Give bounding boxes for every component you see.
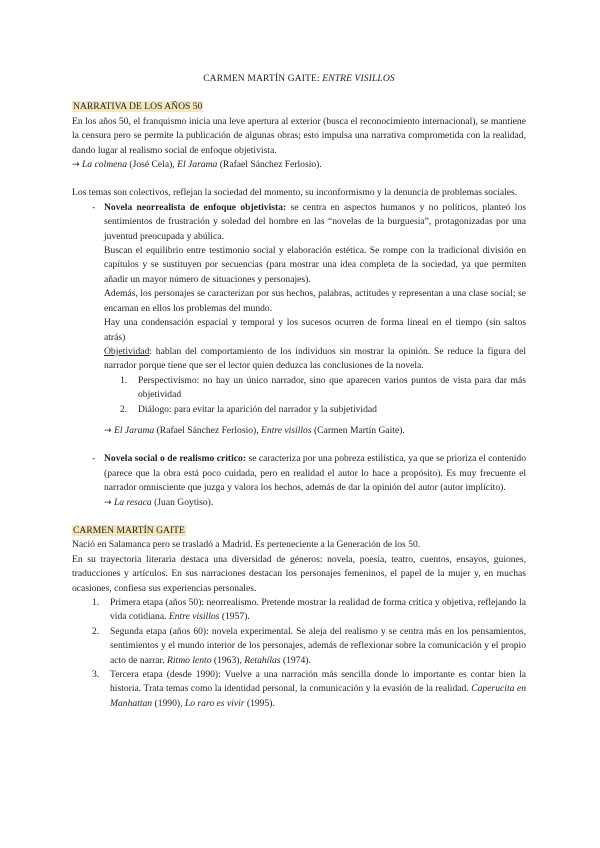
list-item-number: 1. bbox=[120, 374, 128, 386]
list-item bbox=[120, 403, 526, 417]
list-item-text: Diálogo: para evitar la aparición del narrador y la subjetividad bbox=[138, 403, 377, 415]
example-author: (Rafael Sánchez Ferlosio). bbox=[217, 159, 322, 171]
example-author: (José Cela), bbox=[127, 159, 178, 171]
bullet-examples bbox=[104, 424, 526, 438]
stage-description: Segunda etapa (años 60): novela experimental. Se aleja del realismo y se centra más en los pensamientos, sentimientos y el mundo interior de los personajes, además de reflexionar sobre la comunicación y el propio acto de narrar. bbox=[110, 625, 526, 666]
example-author: (Carmen Martín Gaite). bbox=[311, 424, 405, 436]
themes-paragraph: Los temas son colectivos, reflejan la sociedad del momento, su inconformismo y la denuncia de problemas sociales. bbox=[72, 187, 518, 199]
stage-work-year: (1995). bbox=[244, 697, 275, 709]
stage-work-title: Lo raro es vivir bbox=[184, 697, 245, 709]
bullet-lead bbox=[104, 452, 526, 495]
section2-heading bbox=[72, 524, 526, 538]
stage-work-year: (1974). bbox=[280, 654, 311, 666]
bullet-social bbox=[92, 452, 526, 510]
section1-intro: En los años 50, el franquismo inicia una leve apertura al exterior (busca el reconocimiento internacional), se mantiene la censura pero se permite la publicación de algunas obras; esto impulsa una narrativa comprometida con la realidad, dando lugar al realismo social de enfoque objetivista. bbox=[72, 115, 526, 156]
section1-heading-text: NARRATIVA DE LOS AÑOS 50 bbox=[73, 101, 203, 113]
bullet-examples bbox=[104, 496, 526, 510]
list-item-number: 2. bbox=[120, 403, 128, 415]
stage-item bbox=[92, 596, 526, 625]
arrow-icon: → bbox=[104, 425, 112, 436]
objetividad-list bbox=[120, 374, 526, 417]
bullet-lead-bold: Novela social o de realismo crítico: bbox=[104, 453, 247, 465]
stage-number: 2. bbox=[92, 625, 100, 637]
stage-description: Primera etapa (años 50): neorrealismo. Pretende mostrar la realidad de forma crítica y objetiva, reflejando la vida cotidiana. bbox=[110, 597, 526, 623]
stage-work-title: Caperucita en Manhattan bbox=[110, 683, 526, 709]
arrow-icon: → bbox=[72, 160, 80, 171]
example-work: El Jarama bbox=[113, 424, 155, 436]
stage-work-title: Entre visillos bbox=[168, 611, 220, 623]
arrow-icon: → bbox=[104, 497, 112, 508]
stage-description: Tercera etapa (desde 1990): Vuelve a una narración más sencilla donde lo importante es contar bien la historia. Trata temas como la identidad personal, la comunicación y la evasión de la realidad. bbox=[110, 669, 526, 695]
bio-paragraph: En su trayectoria literaria destaca una diversidad de géneros: novela, poesía, teatro, cuentos, ensayos, guiones, traducciones y artículos. En sus narraciones destacan los personajes femeninos, el papel de la mujer y, en muchas ocasiones, confiesa sus experiencias personales. bbox=[72, 553, 526, 594]
stages-list bbox=[92, 596, 526, 711]
stage-work-year: (1990), bbox=[152, 697, 185, 709]
objetividad-label: Objetividad bbox=[104, 345, 150, 357]
stage-work-title: Retahílas bbox=[244, 654, 281, 666]
example-work: La colmena bbox=[81, 159, 127, 171]
stage-text bbox=[110, 625, 526, 668]
section1-heading bbox=[72, 100, 526, 114]
list-item bbox=[120, 374, 526, 403]
bullet-paragraph: Buscan el equilibrio entre testimonio social y elaboración estética. Se rompe con la tradicional división en capítulos y se sustituyen por secuencias (para mostrar una idea completa de la sociedad, ya que permiten añadir un mayor número de situaciones y personajes). bbox=[104, 245, 526, 285]
bullet-mark: - bbox=[92, 453, 96, 465]
title-work: ENTRE VISILLOS bbox=[322, 73, 395, 84]
bullet-lead-rest: se caracteriza por una pobreza estilística, ya que se prioriza el contenido (parece que la obra está poco cuidada, pero en realidad el autor lo hace a propósito). Es muy frecuente el narrador omnisciente que juzga y valora los hechos, además de dar la opinión del autor (autor implícito). bbox=[104, 453, 526, 494]
stage-text bbox=[110, 668, 526, 711]
stage-number: 3. bbox=[92, 669, 100, 681]
section1-examples bbox=[72, 158, 526, 172]
bio-paragraph: Nació en Salamanca pero se trasladó a Madrid. Es perteneciente a la Generación de los 50. bbox=[72, 539, 421, 551]
example-author: (Juan Goytiso). bbox=[151, 496, 214, 508]
section2-heading-text: CARMEN MARTÍN GAITE bbox=[73, 524, 185, 536]
stage-text bbox=[110, 596, 526, 625]
objetividad-text: : hablan del comportamiento de los individuos sin mostrar la opinión. Se reduce la figura del narrador porque tiene que ser el lector quien deduzca las conclusiones de la novela. bbox=[104, 345, 526, 372]
bullet-lead bbox=[104, 201, 526, 244]
bullet-paragraph: Además, los personajes se caracterizan por sus hechos, palabras, actitudes y representan a una clase social; se encarnan en ellos los problemas del mundo. bbox=[104, 288, 526, 314]
stage-work-year: (1957). bbox=[219, 611, 250, 623]
example-work: La resaca bbox=[113, 496, 152, 508]
page-title bbox=[72, 72, 526, 86]
stage-work-title: Ritmo lento bbox=[167, 654, 212, 666]
stage-item bbox=[92, 625, 526, 668]
stage-item bbox=[92, 668, 526, 711]
bullet-neorrealista bbox=[92, 201, 526, 439]
example-work: Entre visillos bbox=[261, 424, 312, 436]
bullet-lead-bold: Novela neorrealista de enfoque objetivista: bbox=[104, 201, 287, 213]
title-author: CARMEN MARTÍN GAITE: bbox=[203, 73, 320, 84]
example-author: (Rafael Sánchez Ferlosio), bbox=[154, 424, 262, 436]
stage-work-year: (1963), bbox=[211, 654, 245, 666]
bullet-mark: - bbox=[92, 201, 96, 213]
example-work: El Jarama bbox=[177, 159, 218, 171]
bullet-lead-rest: se centra en aspectos humanos y no políticos, planteó los sentimientos de frustración y soledad del hombre en las “novelas de la burguesía”, protagonizadas por una juventud preocupada y abúlica. bbox=[104, 201, 527, 242]
objetividad-paragraph bbox=[104, 345, 526, 374]
bullet-paragraph: Hay una condensación espacial y temporal y los sucesos ocurren de forma lineal en el tiempo (sin saltos atrás) bbox=[104, 317, 526, 343]
stage-number: 1. bbox=[92, 597, 100, 608]
list-item-text: Perspectivismo: no hay un único narrador, sino que aparecen varios puntos de vista para dar más objetividad bbox=[138, 374, 526, 401]
